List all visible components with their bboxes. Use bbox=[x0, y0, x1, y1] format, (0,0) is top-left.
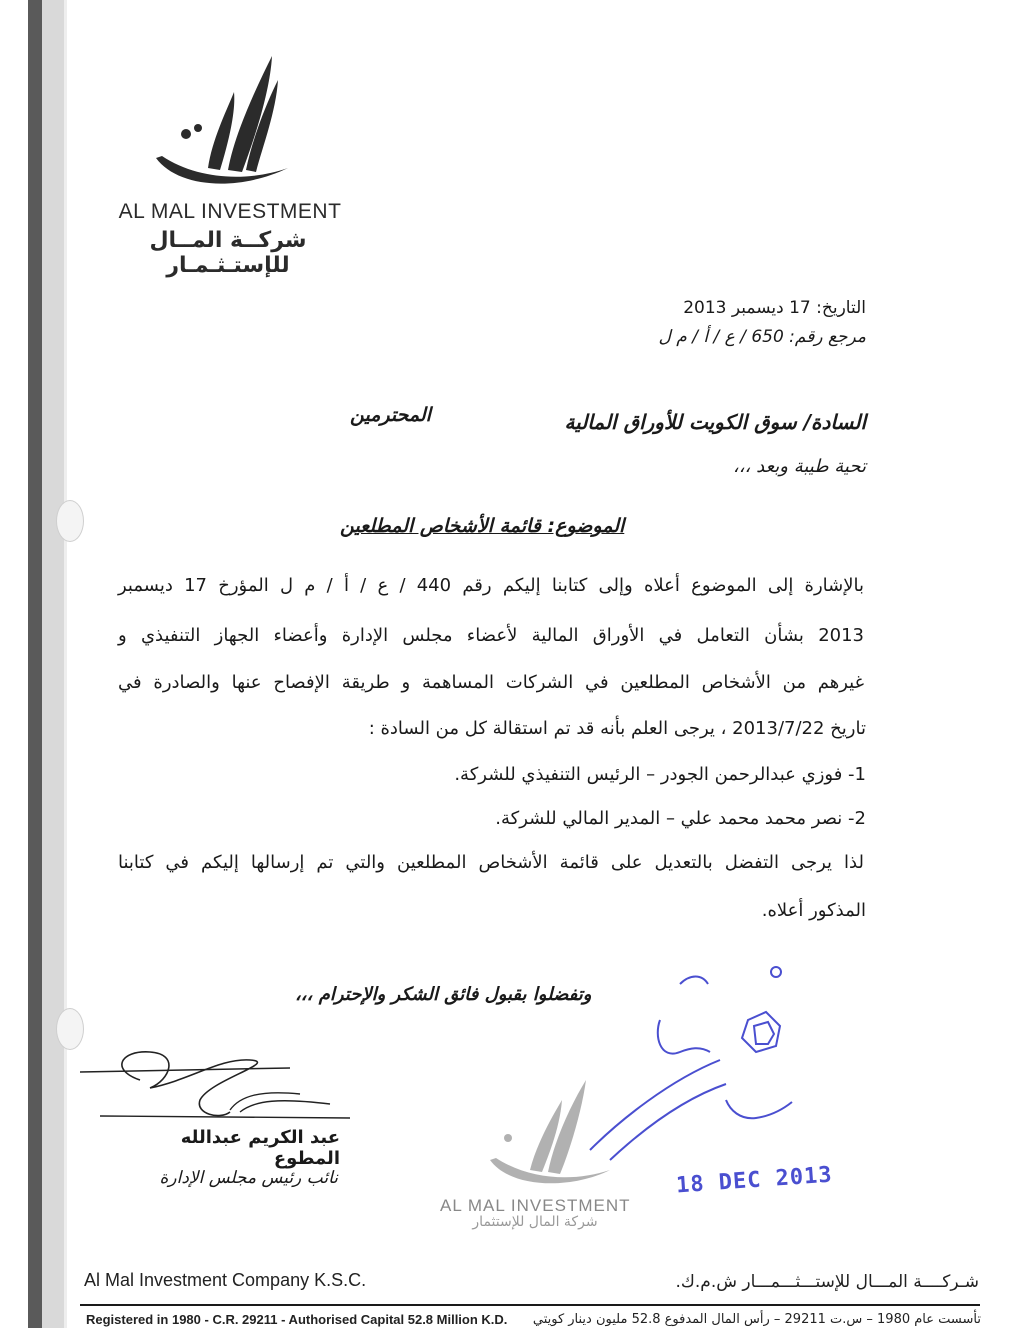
logo-company-name-arabic: شركــة المــال للإستـثـمـار bbox=[149, 228, 307, 278]
scan-edge-highlight bbox=[64, 0, 67, 1328]
signatory-name: عبد الكريم عبدالله المطوع bbox=[180, 1127, 340, 1169]
letter-date: التاريخ: 17 ديسمبر 2013 bbox=[683, 298, 866, 318]
reference-number: مرجع رقم: 650 / ع / أ / م ل bbox=[658, 327, 866, 347]
logo-company-name: AL MAL INVESTMENT bbox=[118, 200, 342, 223]
list-item-2: 2- نصر محمد محمد علي – المدير المالي للشركة. bbox=[495, 808, 866, 829]
addressee: السادة/ سوق الكويت للأوراق المالية bbox=[564, 410, 866, 434]
body-line-5: لذا يرجى التفضل بالتعديل على قائمة الأشخاص المطلعين والتي تم إرسالها إليكم في كتابنا bbox=[118, 852, 864, 873]
subject-line: الموضوع: قائمة الأشخاص المطلعين bbox=[340, 515, 625, 537]
company-logo bbox=[108, 40, 358, 260]
received-date-stamp: 18 DEC 2013 bbox=[675, 1162, 834, 1199]
scan-edge-shadow bbox=[28, 0, 42, 1328]
body-line-6: المذكور أعلاه. bbox=[761, 900, 866, 921]
closing-line: وتفضلوا بقبول فائق الشكر والإحترام ،،، bbox=[295, 984, 592, 1005]
body-line-1: بالإشارة إلى الموضوع أعلاه وإلى كتابنا إليكم رقم 440 / ع / أ / م ل المؤرخ 17 ديسمبر bbox=[118, 575, 865, 596]
footer-company-name: Al Mal Investment Company K.S.C. bbox=[84, 1270, 367, 1290]
scan-edge-band bbox=[42, 0, 64, 1328]
stamp-company-name-arabic: شركة المال للإستثمار bbox=[472, 1214, 598, 1230]
greeting: تحية طيبة وبعد ،،، bbox=[733, 456, 866, 477]
punch-hole-top bbox=[56, 500, 84, 542]
body-line-3: غيرهم من الأشخاص المطلعين في الشركات المساهمة و طريقة الإفصاح عنها والصادرة في bbox=[118, 672, 864, 693]
stamp-company-name: AL MAL INVESTMENT bbox=[440, 1196, 631, 1215]
handwritten-signature bbox=[80, 1040, 360, 1130]
body-line-4: تاريخ 2013/7/22 ، يرجى العلم بأنه قد تم استقالة كل من السادة : bbox=[368, 718, 866, 739]
footer-registration: Registered in 1980 - C.R. 29211 - Authorised Capital 52.8 Million K.D. bbox=[86, 1312, 508, 1327]
signatory-title: نائب رئيس مجلس الإدارة bbox=[159, 1168, 338, 1188]
footer-registration-arabic: تأسست عام 1980 – س.ت 29211 – رأس المال المدفوع 52.8 مليون دينار كويتي bbox=[532, 1312, 981, 1327]
footer-divider bbox=[80, 1304, 980, 1306]
salutation-respected: المحترمين bbox=[350, 404, 431, 426]
list-item-1: 1- فوزي عبدالرحمن الجودر – الرئيس التنفيذي للشركة. bbox=[454, 764, 866, 785]
body-line-2: 2013 بشأن التعامل في الأوراق المالية لأعضاء مجلس الإدارة وأعضاء الجهاز التنفيذي و bbox=[118, 625, 864, 646]
footer-company-name-arabic: شـركــــة المـــال للإستـــثـــمـــار ش.م.ك. bbox=[675, 1272, 979, 1292]
